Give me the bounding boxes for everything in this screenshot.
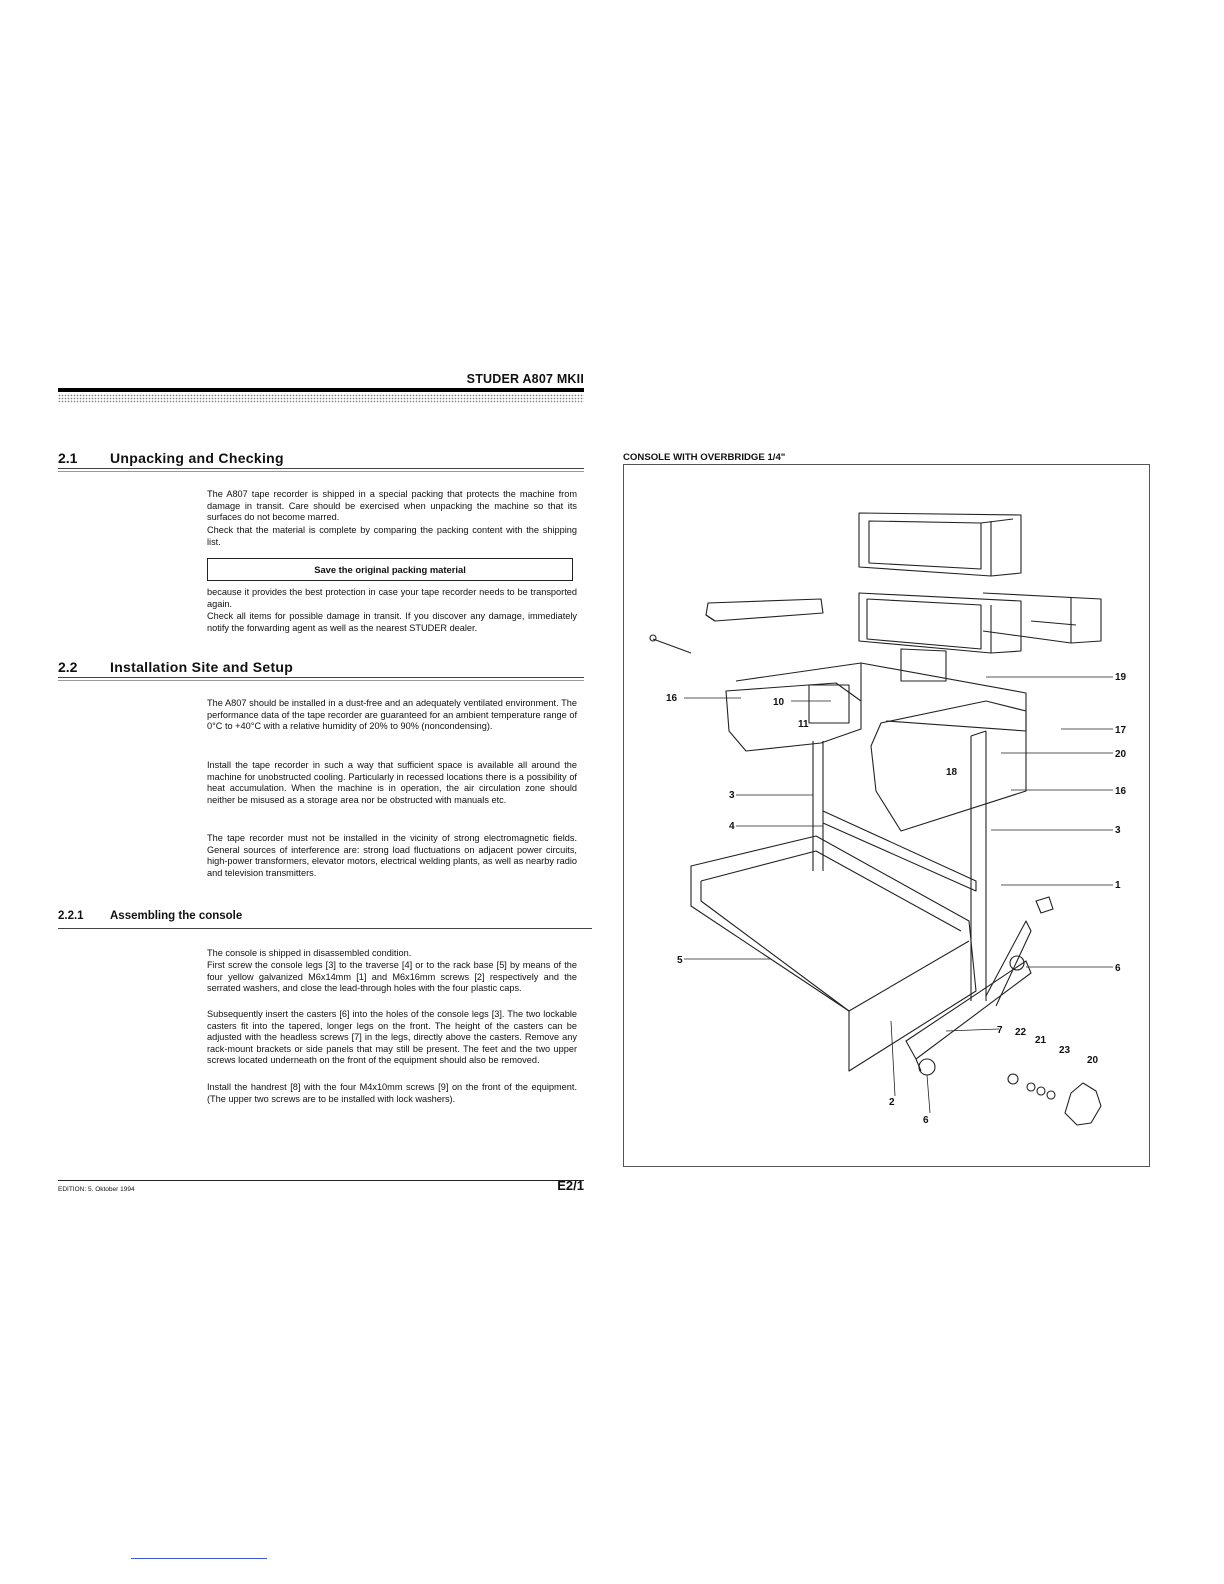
callout-label: 6 — [923, 1115, 929, 1126]
callout-label: 6 — [1115, 963, 1121, 974]
paragraph: Subsequently insert the casters [6] into the holes of the console legs [3]. The two lockable casters fit into the tapered, longer legs on the front. The height of the casters can be adjusted with the headless screws [7] in the legs, directly above the casters. Remove any rack-mount brackets or side panels that may still be present. The feet and the two upper screws located underneath on the front of the equipment should also be removed. — [207, 1009, 577, 1066]
paragraph: First screw the console legs [3] to the traverse [4] or to the rack base [5] by means of the four yellow galvanized M6x14mm [1] and M6x16mm screws [2] respectively and the serrated washers, and close the lead-through holes with the four plastic caps. — [207, 960, 577, 994]
paragraph: The console is shipped in disassembled condition. — [207, 948, 412, 958]
callout-label: 22 — [1015, 1027, 1027, 1038]
callout-label: 16 — [1115, 786, 1127, 797]
callout-label: 3 — [1115, 825, 1121, 836]
subsection-rule — [58, 928, 592, 929]
section-rule — [58, 680, 584, 681]
figure-title: CONSOLE WITH OVERBRIDGE 1/4" — [623, 452, 786, 463]
callout-label: 17 — [1115, 725, 1127, 736]
callout-label: 5 — [677, 955, 683, 966]
note-box: Save the original packing material — [207, 558, 573, 581]
section-number: 2.2 — [58, 659, 78, 675]
subsection-title: Assembling the console — [110, 910, 243, 922]
callout-label: 18 — [946, 767, 958, 778]
callout-label: 10 — [773, 697, 785, 708]
paragraph: The A807 should be installed in a dust-free and an adequately ventilated environment. The performance data of the tape recorder are guaranteed for an ambient temperature range of 0°C to +40°C with a relative humidity of 20% to 90% (noncondensing). — [207, 698, 577, 732]
section-rule — [58, 471, 584, 472]
callout-label: 16 — [666, 693, 678, 704]
callout-label: 21 — [1035, 1035, 1047, 1046]
paragraph: The tape recorder must not be installed in the vicinity of strong electromagnetic fields. General sources of interference are: strong load fluctuations on adjacent power circuits, high-power transformers, elevator motors, electrical welding plants, as well as nearby radio and television transmitters. — [207, 833, 577, 878]
section-rule — [58, 677, 584, 678]
callout-label: 19 — [1115, 672, 1127, 683]
console-exploded-drawing — [624, 465, 1149, 1166]
section-rule — [58, 468, 584, 469]
paragraph: Check all items for possible damage in transit. If you discover any damage, immediately notify the forwarding agent as well as the nearest STUDER dealer. — [207, 611, 577, 633]
callout-label: 2 — [889, 1097, 895, 1108]
paragraph: Install the tape recorder in such a way that sufficient space is available all around the machine for unobstructed cooling. Particularly in recessed locations there is a possibility of heat accumulation. When the machine is in operation, the air circulation zone should neither be misused as a storage area nor be obstructed with manuals etc. — [207, 760, 577, 805]
paragraph: Check that the material is complete by comparing the packing content with the shipping list. — [207, 525, 577, 547]
callout-label: 23 — [1059, 1045, 1071, 1056]
callout-label: 20 — [1087, 1055, 1099, 1066]
paragraph: The A807 tape recorder is shipped in a special packing that protects the machine from damage in transit. Care should be exercised when unpacking the machine so that its surfaces do not become marred. — [207, 489, 577, 523]
section-number: 2.1 — [58, 450, 78, 466]
paragraph: Install the handrest [8] with the four M4x10mm screws [9] on the front of the equipment. (The upper two screws are to be installed with lock washers). — [207, 1082, 577, 1104]
callout-label: 20 — [1115, 749, 1127, 760]
edition-date: EDITION: 5. Oktober 1994 — [58, 1186, 135, 1193]
header-rule — [58, 388, 584, 392]
figure-frame — [623, 464, 1150, 1167]
page-number: E2/1 — [557, 1178, 584, 1193]
brand-header: STUDER A807 MKII — [466, 372, 584, 386]
bottom-rule — [131, 1558, 267, 1559]
callout-label: 3 — [729, 790, 735, 801]
section-title: Installation Site and Setup — [110, 659, 294, 675]
callout-label: 1 — [1115, 880, 1121, 891]
section-title: Unpacking and Checking — [110, 450, 284, 466]
callout-label: 7 — [997, 1025, 1003, 1036]
callout-label: 11 — [798, 719, 809, 730]
paragraph: because it provides the best protection in case your tape recorder needs to be transported again. — [207, 587, 577, 609]
subsection-number: 2.2.1 — [58, 910, 84, 922]
callout-label: 4 — [729, 821, 735, 832]
header-dotted-band — [58, 394, 584, 403]
